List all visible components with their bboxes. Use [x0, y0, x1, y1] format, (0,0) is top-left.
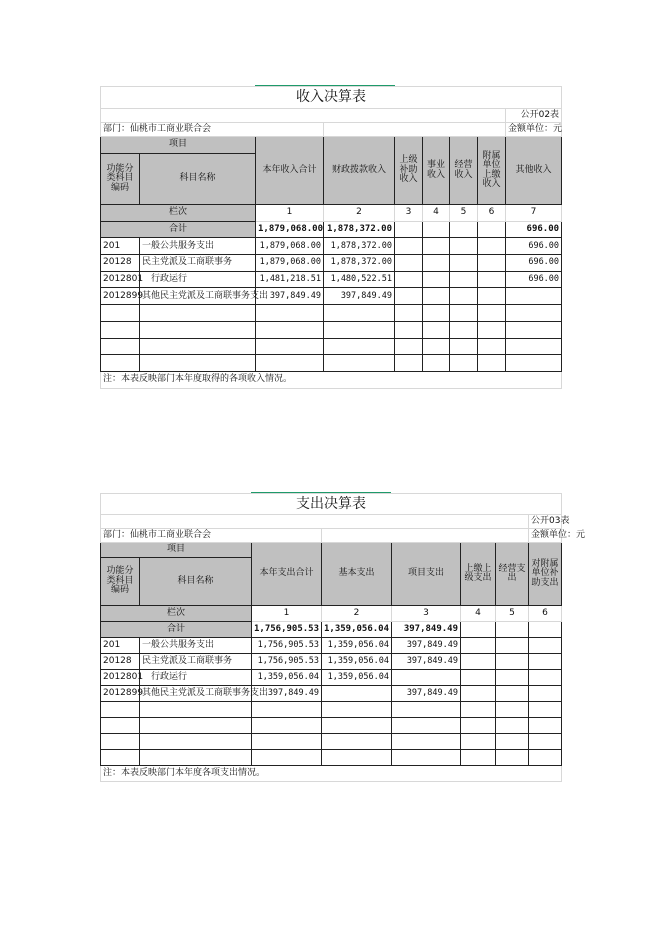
- row-value: [496, 654, 529, 670]
- row-value: 696.00: [506, 238, 562, 255]
- column-header: 其他收入: [506, 137, 562, 205]
- header-code: 功能分类科目编码: [101, 558, 140, 606]
- empty-row: [101, 321, 562, 338]
- row-value: [529, 638, 562, 654]
- row-code: 2012899: [101, 686, 140, 702]
- total-value: 1,756,905.53: [252, 622, 322, 638]
- table-note: 注：本表反映部门本年度各项支出情况。: [101, 766, 562, 782]
- column-header: 附属单位上缴收入: [478, 137, 506, 205]
- income-table: [100, 86, 562, 389]
- row-value: [450, 238, 478, 255]
- table-title: 支出决算表: [101, 494, 562, 515]
- table-row: [101, 686, 562, 702]
- table-row: [101, 638, 562, 654]
- column-header: 本年支出合计: [252, 543, 322, 606]
- row-value: 1,359,056.04: [252, 670, 322, 686]
- row-index-label: 栏次: [101, 606, 252, 622]
- row-value: [529, 686, 562, 702]
- department-label: 部门：仙桃市工商业联合会: [101, 123, 324, 137]
- row-value: 397,849.49: [324, 288, 395, 305]
- empty-row: [101, 305, 562, 322]
- row-value: [395, 238, 423, 255]
- row-value: [496, 638, 529, 654]
- column-number: 2: [324, 205, 395, 222]
- header-code: 功能分类科目编码: [101, 154, 140, 205]
- row-value: [478, 255, 506, 272]
- row-code: 2012899: [101, 288, 140, 305]
- row-value: [506, 288, 562, 305]
- table-number: 公开02表: [506, 109, 562, 123]
- row-value: [423, 288, 450, 305]
- column-number: 7: [506, 205, 562, 222]
- column-header: 财政拨款收入: [324, 137, 395, 205]
- row-value: 397,849.49: [252, 686, 322, 702]
- total-value: 397,849.49: [392, 622, 461, 638]
- row-value: 1,756,905.53: [252, 654, 322, 670]
- row-value: 696.00: [506, 271, 562, 288]
- row-name: 民主党派及工商联事务: [140, 654, 252, 670]
- table-row: [101, 255, 562, 272]
- total-value: [450, 221, 478, 238]
- row-value: 397,849.49: [256, 288, 324, 305]
- row-value: [461, 686, 496, 702]
- table-row: [101, 238, 562, 255]
- row-name: 一般公共服务支出: [140, 238, 256, 255]
- empty-row: [101, 734, 562, 750]
- row-value: 1,481,218.51: [256, 271, 324, 288]
- row-value: 696.00: [506, 255, 562, 272]
- total-value: 696.00: [506, 221, 562, 238]
- row-value: [461, 638, 496, 654]
- row-name: 其他民主党派及工商联事务支出: [140, 288, 256, 305]
- total-value: [529, 622, 562, 638]
- row-name: 其他民主党派及工商联事务支出: [140, 686, 252, 702]
- header-name: 科目名称: [140, 154, 256, 205]
- total-value: [496, 622, 529, 638]
- row-value: 1,359,056.04: [322, 654, 392, 670]
- row-value: 1,480,522.51: [324, 271, 395, 288]
- row-code: 201: [101, 638, 140, 654]
- row-value: [529, 654, 562, 670]
- column-number: 5: [450, 205, 478, 222]
- row-value: [478, 238, 506, 255]
- total-value: 1,878,372.00: [324, 221, 395, 238]
- row-value: 1,756,905.53: [252, 638, 322, 654]
- column-number: 1: [252, 606, 322, 622]
- row-value: 397,849.49: [392, 686, 461, 702]
- total-value: [423, 221, 450, 238]
- row-value: [423, 271, 450, 288]
- empty-row: [101, 338, 562, 355]
- row-value: 1,878,372.00: [324, 255, 395, 272]
- row-code: 201: [101, 238, 140, 255]
- column-number: 6: [529, 606, 562, 622]
- unit-label: 金额单位：元: [529, 529, 562, 543]
- row-name: 行政运行: [140, 271, 256, 288]
- row-code: 20128: [101, 255, 140, 272]
- empty-row: [101, 702, 562, 718]
- row-value: 1,879,068.00: [256, 238, 324, 255]
- total-value: [461, 622, 496, 638]
- total-value: [478, 221, 506, 238]
- row-value: 1,878,372.00: [324, 238, 395, 255]
- row-value: [322, 686, 392, 702]
- column-header: 经营收入: [450, 137, 478, 205]
- row-value: [423, 255, 450, 272]
- column-number: 4: [461, 606, 496, 622]
- header-item: 项目: [101, 137, 256, 154]
- row-value: [478, 288, 506, 305]
- row-value: [450, 255, 478, 272]
- row-value: 397,849.49: [392, 638, 461, 654]
- column-number: 3: [395, 205, 423, 222]
- row-index-label: 栏次: [101, 205, 256, 222]
- row-value: [423, 238, 450, 255]
- row-value: 397,849.49: [392, 654, 461, 670]
- row-name: 行政运行: [140, 670, 252, 686]
- column-number: 3: [392, 606, 461, 622]
- total-value: 1,879,068.00: [256, 221, 324, 238]
- department-label: 部门：仙桃市工商业联合会: [101, 529, 322, 543]
- table-row: [101, 654, 562, 670]
- empty-row: [101, 718, 562, 734]
- column-header: 经营支出: [496, 543, 529, 606]
- table-title: 收入决算表: [101, 87, 562, 109]
- row-value: 1,359,056.04: [322, 670, 392, 686]
- header-item: 项目: [101, 543, 252, 558]
- row-value: [478, 271, 506, 288]
- row-value: 1,879,068.00: [256, 255, 324, 272]
- row-value: [395, 288, 423, 305]
- total-label: 合计: [101, 221, 256, 238]
- total-label: 合计: [101, 622, 252, 638]
- column-number: 6: [478, 205, 506, 222]
- row-code: 2012801: [101, 670, 140, 686]
- expense-table: [100, 493, 586, 782]
- row-value: [395, 255, 423, 272]
- column-header: 项目支出: [392, 543, 461, 606]
- empty-row: [101, 750, 562, 766]
- column-header: 基本支出: [322, 543, 392, 606]
- column-header: 对附属单位补助支出: [529, 543, 562, 606]
- row-value: 1,359,056.04: [322, 638, 392, 654]
- row-value: [496, 670, 529, 686]
- row-value: [450, 271, 478, 288]
- column-header: 上级补助收入: [395, 137, 423, 205]
- row-code: 2012801: [101, 271, 140, 288]
- column-number: 2: [322, 606, 392, 622]
- total-value: 1,359,056.04: [322, 622, 392, 638]
- column-number: 1: [256, 205, 324, 222]
- column-header: 上缴上级支出: [461, 543, 496, 606]
- total-value: [395, 221, 423, 238]
- column-number: 4: [423, 205, 450, 222]
- column-header: 本年收入合计: [256, 137, 324, 205]
- table-row: [101, 288, 562, 305]
- table-number: 公开03表: [529, 515, 562, 529]
- row-value: [461, 670, 496, 686]
- row-code: 20128: [101, 654, 140, 670]
- unit-label: 金额单位：元: [506, 123, 562, 137]
- row-value: [529, 670, 562, 686]
- row-value: [392, 670, 461, 686]
- column-number: 5: [496, 606, 529, 622]
- row-value: [395, 271, 423, 288]
- row-value: [461, 654, 496, 670]
- row-name: 民主党派及工商联事务: [140, 255, 256, 272]
- column-header: 事业收入: [423, 137, 450, 205]
- row-value: [496, 686, 529, 702]
- table-row: [101, 271, 562, 288]
- empty-row: [101, 355, 562, 372]
- table-row: [101, 670, 562, 686]
- table-note: 注：本表反映部门本年度取得的各项收入情况。: [101, 371, 562, 388]
- header-name: 科目名称: [140, 558, 252, 606]
- row-value: [450, 288, 478, 305]
- row-name: 一般公共服务支出: [140, 638, 252, 654]
